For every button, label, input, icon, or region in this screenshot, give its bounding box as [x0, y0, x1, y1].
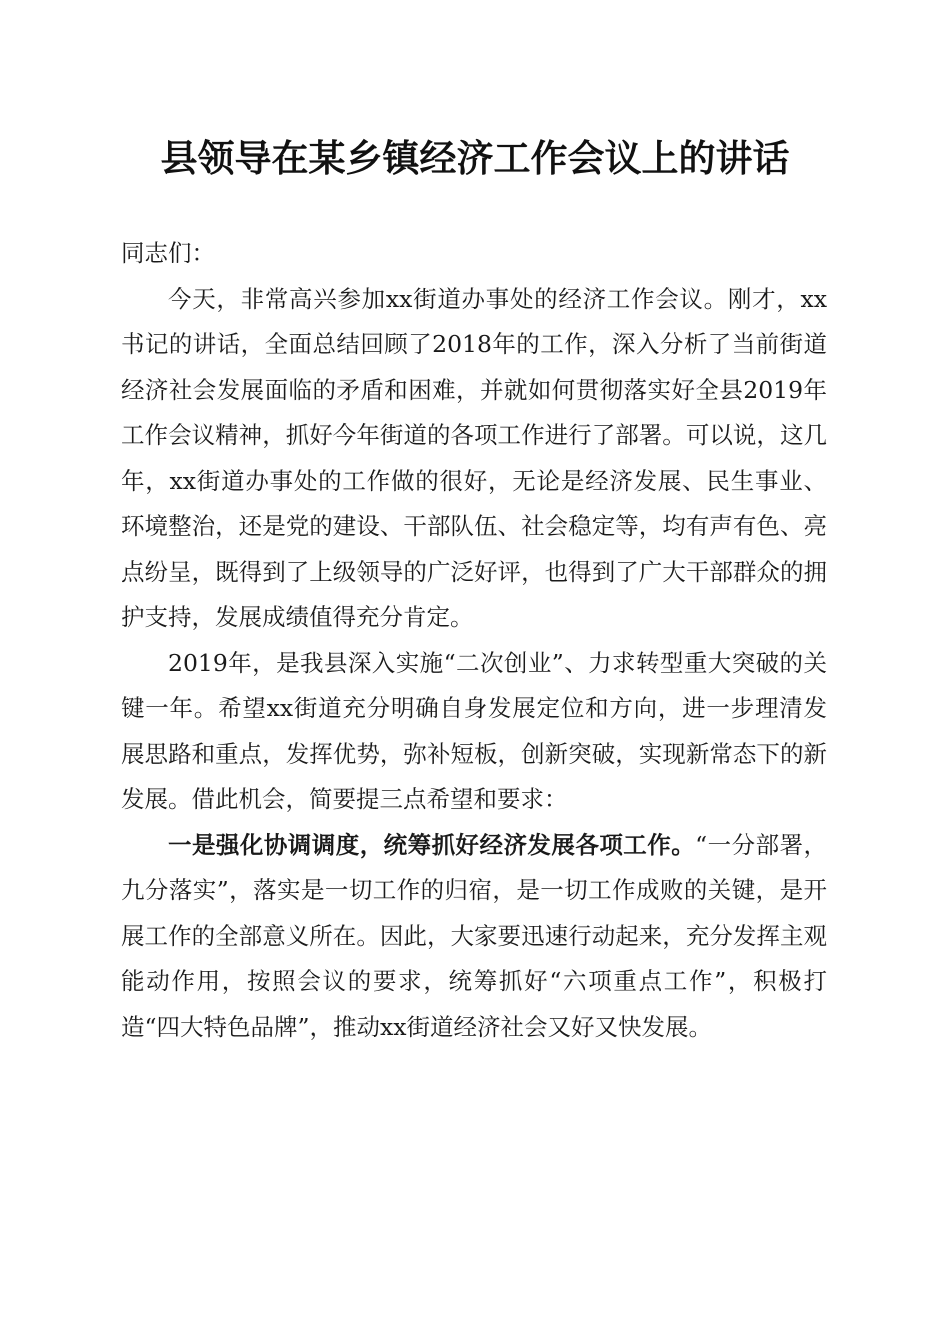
- point-one-lead: 一是强化协调调度，统筹抓好经济发展各项工作。: [168, 830, 696, 859]
- paragraph-opening: 今天，非常高兴参加xx街道办事处的经济工作会议。刚才，xx书记的讲话，全面总结回顾了2018年的工作，深入分析了当前街道经济社会发展面临的矛盾和困难，并就如何贯彻落实好全县2019年工作会议精神，抓好今年街道的各项工作进行了部署。可以说，这几年，xx街道办事处的工作做的很好，无论是经济发展、民生事业、环境整治，还是党的建设、干部队伍、社会稳定等，均有声有色、亮点纷呈，既得到了上级领导的广泛好评，也得到了广大干部群众的拥护支持，发展成绩值得充分肯定。: [121, 284, 827, 631]
- document-body: [121, 231, 827, 1050]
- paragraph-2019-goals: 2019年，是我县深入实施“二次创业”、力求转型重大突破的关键一年。希望xx街道充分明确自身发展定位和方向，进一步理清发展思路和重点，发挥优势，弥补短板，创新突破，实现新常态下的新发展。借此机会，简要提三点希望和要求：: [121, 648, 827, 813]
- document-title: 县领导在某乡镇经济工作会议上的讲话: [160, 136, 790, 180]
- paragraph-point-one: [121, 823, 827, 1051]
- salutation: 同志们：: [121, 239, 215, 267]
- point-one-text: “一分部署，九分落实”，落实是一切工作的归宿，是一切工作成败的关键，是开展工作的全部意义所在。因此，大家要迅速行动起来，充分发挥主观能动作用，按照会议的要求，统筹抓好“六项重点工作”，积极打造“四大特色品牌”，推动xx街道经济社会又好又快发展。: [121, 830, 827, 1041]
